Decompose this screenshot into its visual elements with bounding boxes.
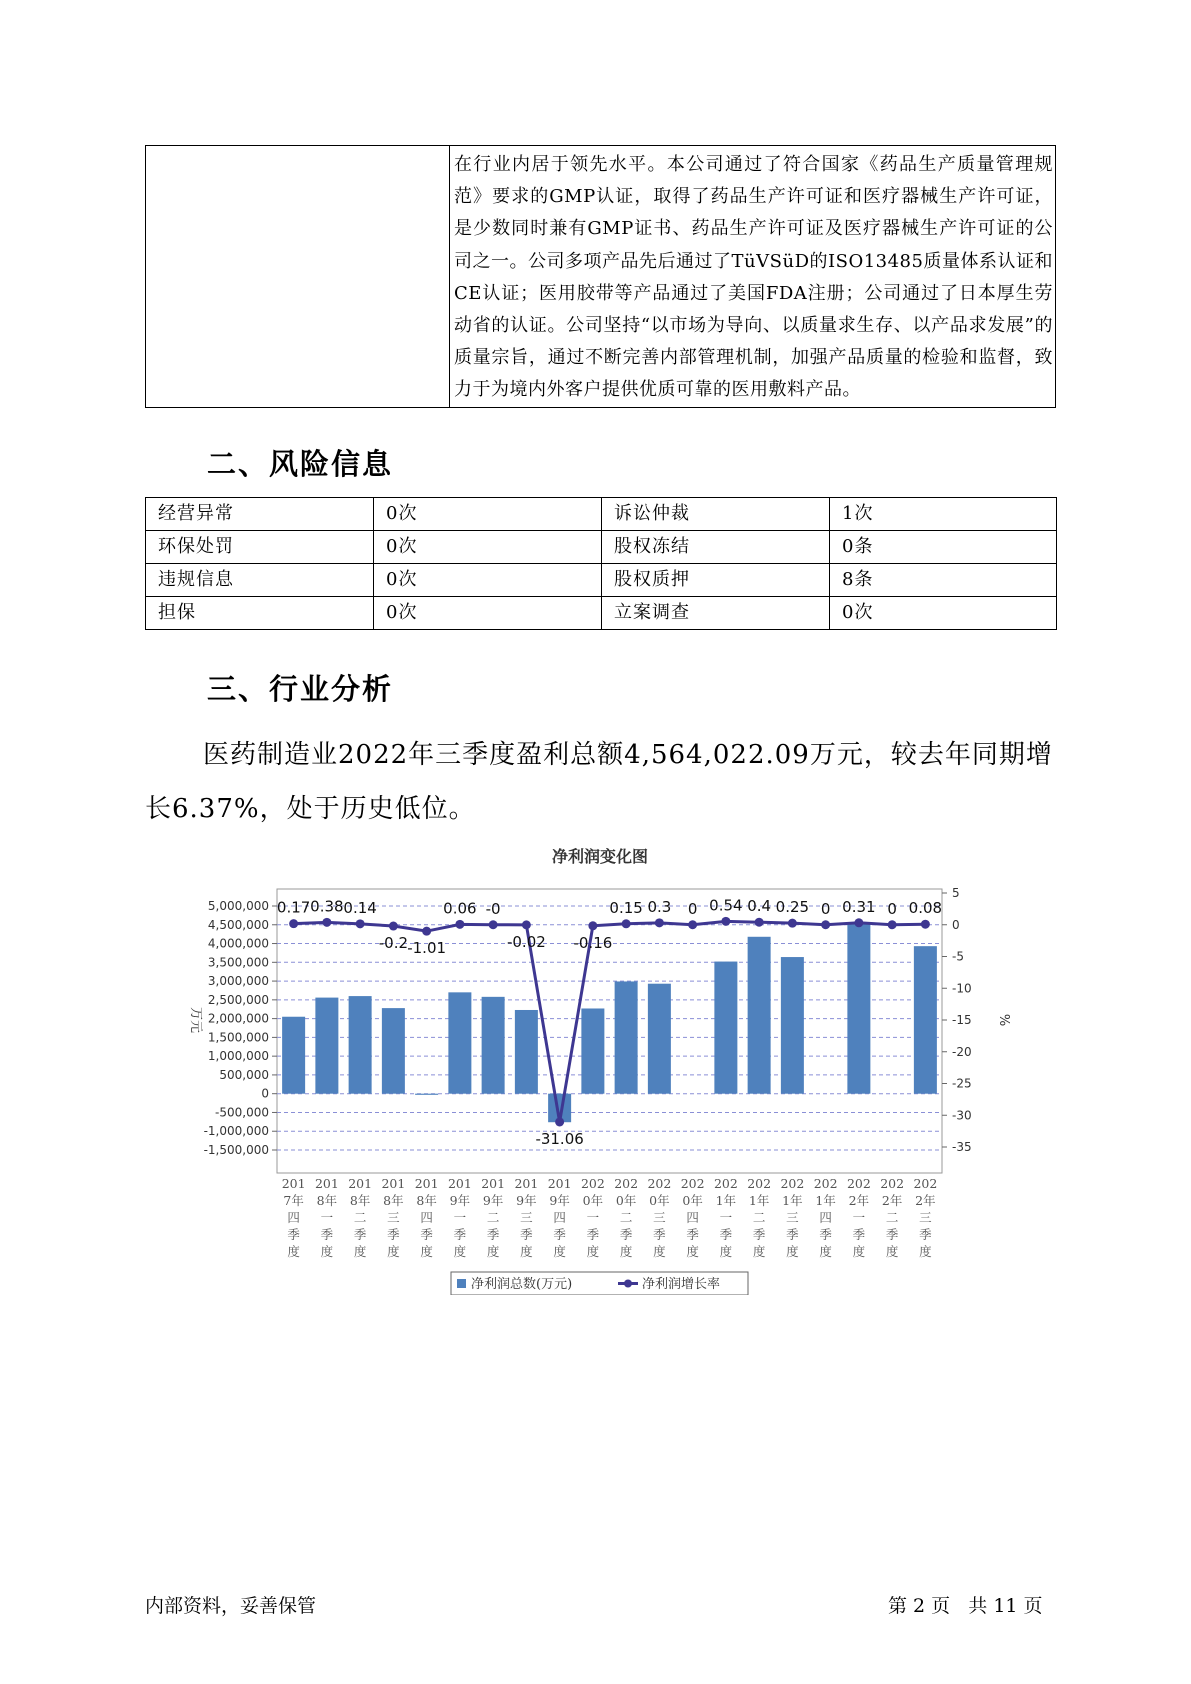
intro-label-cell (146, 146, 450, 408)
page-number: 第 2 页 共 11 页 (888, 1595, 1043, 1617)
intro-text-cell (450, 146, 1056, 408)
x-tick-label: 度 (387, 1244, 400, 1259)
y2-tick-label: -35 (952, 1140, 972, 1154)
growth-data-label: 0.4 (747, 897, 772, 916)
x-tick-label: 度 (752, 1244, 766, 1259)
y-tick-label: 4,500,000 (207, 917, 269, 932)
y-tick-label: 3,000,000 (207, 974, 269, 989)
growth-point (389, 922, 398, 931)
x-tick-label: 三 (786, 1210, 799, 1225)
growth-data-label: 0.54 (709, 896, 743, 915)
x-tick-label: 201 (281, 1176, 306, 1191)
x-tick-label: 202 (713, 1176, 738, 1191)
growth-data-label: 0 (887, 899, 897, 918)
growth-data-label: 0.38 (310, 897, 344, 916)
risk-row (146, 498, 1057, 531)
x-tick-label: 201 (481, 1176, 506, 1191)
x-tick-label: 三 (653, 1210, 666, 1225)
x-tick-label: 四 (553, 1210, 566, 1225)
x-tick-label: 季 (786, 1227, 799, 1242)
x-tick-label: 四 (686, 1210, 699, 1225)
risk-row (146, 531, 1057, 564)
legend-line-label: 净利润增长率 (642, 1277, 721, 1292)
risk-item-label: 经营异常 (146, 498, 374, 531)
x-tick-label: 季 (752, 1227, 766, 1242)
intro-table (145, 145, 1056, 408)
risk-item-value: 0条 (830, 531, 1057, 564)
y2-tick-label: -25 (952, 1076, 972, 1091)
x-tick-label: 1年 (782, 1193, 803, 1208)
x-tick-label: 季 (653, 1227, 666, 1242)
bar (615, 981, 638, 1093)
growth-point (688, 920, 697, 929)
x-tick-label: 202 (813, 1176, 838, 1191)
x-tick-label: 202 (780, 1176, 805, 1191)
risk-item-value: 0次 (374, 531, 602, 564)
x-tick-label: 一 (719, 1210, 733, 1225)
industry-section-title: 三、行业分析 (207, 672, 394, 706)
bar (349, 996, 372, 1094)
x-tick-label: 0年 (615, 1193, 637, 1208)
growth-point (322, 918, 331, 927)
y-tick-label: 1,000,000 (207, 1049, 269, 1064)
x-tick-label: 201 (314, 1176, 339, 1191)
growth-data-label: 0.17 (276, 898, 311, 917)
growth-data-label: 0.06 (443, 899, 477, 918)
y-tick-label: 5,000,000 (207, 899, 269, 913)
bar (382, 1008, 405, 1094)
x-tick-label: 度 (287, 1244, 300, 1259)
risk-row (146, 564, 1057, 597)
x-tick-label: 季 (919, 1227, 932, 1242)
x-tick-label: 四 (420, 1210, 433, 1225)
x-tick-label: 季 (520, 1227, 533, 1242)
x-tick-label: 度 (852, 1244, 866, 1259)
chart-title: 净利润变化图 (551, 847, 649, 866)
growth-point (455, 920, 464, 929)
x-tick-label: 度 (885, 1244, 899, 1259)
x-tick-label: 201 (414, 1176, 439, 1191)
x-tick-label: 三 (919, 1210, 932, 1225)
x-tick-label: 季 (486, 1227, 500, 1242)
growth-point (821, 920, 830, 929)
x-tick-label: 四 (287, 1210, 300, 1225)
bar (714, 962, 737, 1094)
x-tick-label: 季 (719, 1227, 733, 1242)
x-tick-label: 9年 (549, 1193, 570, 1208)
growth-point (555, 1117, 564, 1126)
x-tick-label: 度 (619, 1244, 633, 1259)
growth-point (489, 920, 498, 929)
x-tick-label: 202 (614, 1176, 639, 1191)
x-tick-label: 7年 (283, 1193, 304, 1208)
x-tick-label: 2年 (915, 1193, 936, 1208)
x-tick-label: 度 (453, 1244, 467, 1259)
y-tick-label: -1,500,000 (203, 1143, 269, 1157)
risk-item-value: 8条 (830, 564, 1057, 597)
legend-bar-label: 净利润总数(万元) (471, 1277, 573, 1292)
x-tick-label: 201 (547, 1176, 572, 1191)
x-tick-label: 二 (885, 1210, 899, 1225)
growth-point (655, 918, 664, 927)
risk-item-value: 0次 (374, 564, 602, 597)
x-tick-label: 0年 (649, 1193, 670, 1208)
risk-section-title: 二、风险信息 (207, 447, 394, 481)
bar (581, 1008, 604, 1093)
growth-data-label: 0.15 (609, 898, 643, 917)
x-tick-label: 季 (553, 1227, 566, 1242)
y2-tick-label: -10 (952, 981, 972, 996)
growth-data-label: -0.16 (573, 933, 613, 952)
bar (415, 1094, 438, 1095)
y-tick-label: 3,500,000 (207, 955, 269, 970)
risk-item-value: 1次 (830, 498, 1057, 531)
footer-note: 内部资料，妥善保管 (145, 1595, 317, 1617)
x-tick-label: 二 (486, 1210, 500, 1225)
x-tick-label: 季 (320, 1227, 334, 1242)
bar (282, 1017, 305, 1094)
risk-item-label: 诉讼仲裁 (602, 498, 830, 531)
growth-point (921, 920, 930, 929)
x-tick-label: 二 (619, 1210, 633, 1225)
x-tick-label: 一 (586, 1210, 600, 1225)
x-tick-label: 202 (680, 1176, 705, 1191)
risk-table (145, 497, 1057, 630)
y-tick-label: -500,000 (215, 1105, 269, 1120)
risk-item-label: 股权质押 (602, 564, 830, 597)
x-tick-label: 季 (852, 1227, 866, 1242)
x-tick-label: 202 (846, 1176, 871, 1191)
growth-data-label: 0.3 (647, 897, 672, 916)
x-tick-label: 季 (387, 1227, 400, 1242)
chart-svg (180, 845, 1020, 1295)
x-tick-label: 季 (619, 1227, 633, 1242)
growth-data-label: 0.14 (343, 898, 377, 917)
x-tick-label: 三 (387, 1210, 400, 1225)
x-tick-label: 度 (420, 1244, 433, 1259)
x-tick-label: 二 (353, 1210, 367, 1225)
x-tick-label: 1年 (715, 1193, 737, 1208)
growth-data-label: 0.08 (908, 899, 943, 918)
bar (914, 946, 937, 1094)
y-tick-label: 2,000,000 (207, 1011, 269, 1026)
growth-data-label: -0 (485, 899, 501, 918)
x-tick-label: 201 (514, 1176, 539, 1191)
x-tick-label: 季 (287, 1227, 300, 1242)
y-tick-label: 1,500,000 (207, 1030, 269, 1045)
growth-point (755, 918, 764, 927)
x-tick-label: 度 (786, 1244, 799, 1259)
x-tick-label: 202 (747, 1176, 772, 1191)
x-tick-label: 0年 (682, 1193, 703, 1208)
net-profit-chart (180, 845, 1020, 1295)
x-tick-label: 季 (819, 1227, 832, 1242)
x-tick-label: 202 (880, 1176, 905, 1191)
plot-area (277, 889, 942, 1173)
x-tick-label: 度 (486, 1244, 500, 1259)
growth-data-label: 0.25 (775, 898, 810, 917)
x-tick-label: 1年 (748, 1193, 770, 1208)
growth-point (888, 920, 897, 929)
growth-data-label: -1.01 (407, 939, 447, 958)
risk-item-value: 0次 (374, 597, 602, 630)
bar (648, 984, 671, 1094)
x-tick-label: 四 (819, 1210, 832, 1225)
growth-point (788, 919, 797, 928)
risk-item-label: 立案调查 (602, 597, 830, 630)
x-tick-label: 2年 (848, 1193, 870, 1208)
x-tick-label: 季 (453, 1227, 467, 1242)
growth-point (622, 919, 631, 928)
x-tick-label: 2年 (881, 1193, 903, 1208)
y2-tick-label: -15 (952, 1013, 972, 1027)
x-tick-label: 8年 (316, 1193, 338, 1208)
company-description: 在行业内居于领先水平。本公司通过了符合国家《药品生产质量管理规范》要求的GMP认证，取得了药品生产许可证和医疗器械生产许可证，是少数同时兼有GMP证书、药品生产许可证及医疗器械生产许可证的公司之一。公司多项产品先后通过了TüVSüD的ISO13485质量体系认证和CE认证；医用胶带等产品通过了美国FDA注册；公司通过了日本厚生劳动省的认证。公司坚持“以市场为导向、以质量求生存、以产品求发展”的质量宗旨，通过不断完善内部管理机制，加强产品质量的检验和监督，致力于为境内外客户提供优质可靠的医用敷料产品。 (454, 154, 1053, 401)
y-axis-label: 万元 (188, 1006, 203, 1034)
y2-tick-label: -30 (952, 1108, 972, 1123)
x-tick-label: 度 (320, 1244, 334, 1259)
risk-item-label: 环保处罚 (146, 531, 374, 564)
x-tick-label: 度 (686, 1244, 699, 1259)
x-tick-label: 8年 (349, 1193, 371, 1208)
growth-data-label: 0.31 (842, 897, 876, 916)
x-tick-label: 201 (381, 1176, 406, 1191)
legend-bar-swatch (457, 1279, 466, 1288)
y-tick-label: 4,000,000 (207, 936, 269, 951)
x-tick-label: 度 (586, 1244, 600, 1259)
growth-point (356, 919, 365, 928)
growth-point (289, 919, 298, 928)
x-tick-label: 202 (647, 1176, 672, 1191)
legend-line-marker (624, 1280, 632, 1288)
y-tick-label: -1,000,000 (203, 1124, 269, 1139)
x-tick-label: 度 (520, 1244, 533, 1259)
y2-axis-label: % (996, 1013, 1011, 1027)
x-tick-label: 202 (580, 1176, 605, 1191)
x-tick-label: 1年 (815, 1193, 836, 1208)
x-tick-label: 季 (353, 1227, 367, 1242)
growth-data-label: -0.2 (378, 934, 409, 953)
x-tick-label: 8年 (416, 1193, 437, 1208)
x-tick-label: 季 (686, 1227, 699, 1242)
bar (448, 992, 471, 1093)
x-tick-label: 季 (885, 1227, 899, 1242)
growth-point (854, 918, 863, 927)
y2-tick-label: -20 (952, 1044, 972, 1059)
growth-point (522, 920, 531, 929)
risk-item-label: 担保 (146, 597, 374, 630)
risk-item-label: 股权冻结 (602, 531, 830, 564)
y-tick-label: 0 (261, 1086, 269, 1101)
bar (315, 998, 338, 1094)
industry-paragraph: 医药制造业2022年三季度盈利总额4,564,022.09万元，较去年同期增长6.37%，处于历史低位。 (145, 740, 1053, 824)
y2-tick-label: 5 (952, 886, 960, 900)
y-tick-label: 2,500,000 (207, 992, 269, 1007)
growth-data-label: -0.02 (506, 932, 546, 951)
y2-tick-label: 0 (952, 917, 960, 932)
x-tick-label: 度 (553, 1244, 566, 1259)
x-tick-label: 季 (586, 1227, 600, 1242)
x-tick-label: 9年 (482, 1193, 504, 1208)
x-tick-label: 0年 (582, 1193, 604, 1208)
growth-data-label: 0 (820, 899, 831, 918)
risk-item-label: 违规信息 (146, 564, 374, 597)
growth-data-label: 0 (687, 899, 698, 918)
growth-point (721, 917, 730, 926)
x-tick-label: 度 (653, 1244, 666, 1259)
x-tick-label: 一 (852, 1210, 866, 1225)
growth-point (422, 927, 431, 936)
bar (781, 957, 804, 1094)
risk-row (146, 597, 1057, 630)
x-tick-label: 度 (919, 1244, 932, 1259)
bar (748, 937, 771, 1094)
x-tick-label: 201 (447, 1176, 472, 1191)
bar (515, 1010, 538, 1094)
x-tick-label: 三 (520, 1210, 533, 1225)
x-tick-label: 二 (752, 1210, 766, 1225)
x-tick-label: 201 (348, 1176, 373, 1191)
x-tick-label: 一 (320, 1210, 334, 1225)
x-tick-label: 9年 (449, 1193, 471, 1208)
growth-data-label: -31.06 (535, 1129, 584, 1148)
x-tick-label: 季 (420, 1227, 433, 1242)
growth-point (588, 921, 597, 930)
risk-item-value: 0次 (374, 498, 602, 531)
x-tick-label: 9年 (516, 1193, 537, 1208)
x-tick-label: 度 (719, 1244, 733, 1259)
bar (847, 923, 870, 1094)
y2-tick-label: -5 (952, 949, 964, 964)
y-tick-label: 500,000 (219, 1067, 269, 1082)
x-tick-label: 一 (453, 1210, 467, 1225)
x-tick-label: 度 (353, 1244, 367, 1259)
x-tick-label: 8年 (383, 1193, 404, 1208)
x-tick-label: 202 (913, 1176, 938, 1191)
x-tick-label: 度 (819, 1244, 832, 1259)
risk-item-value: 0次 (830, 597, 1057, 630)
bar (482, 997, 505, 1094)
